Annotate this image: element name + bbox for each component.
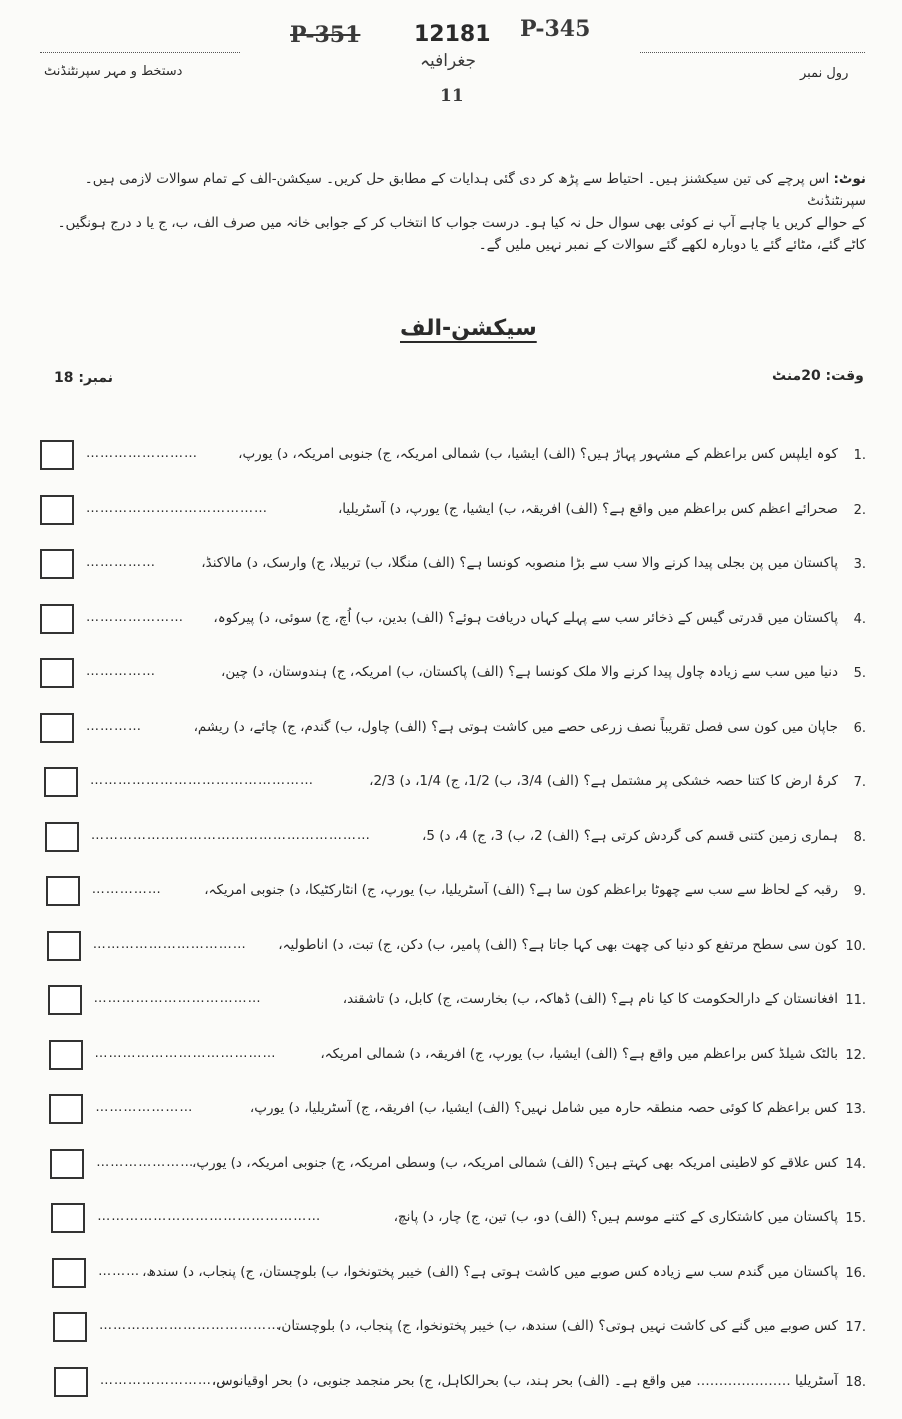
question-number: 12. xyxy=(845,1048,866,1063)
question-text: کس صوبے میں گنے کی کاشت نہیں ہوتی؟ (الف) سندھ، ب) خیبر پختونخوا، ج) پنجاب، د) بلوچستان، xyxy=(277,1318,838,1334)
question-text: رقبہ کے لحاظ سے سب سے چھوٹا براعظم کون سا ہے؟ (الف) آسٹریلیا، ب) یورپ، ج) انٹارکٹیکا، د) جنوبی امریکہ، xyxy=(204,882,838,898)
question-row xyxy=(40,1312,866,1346)
answer-dots: ……………………………… xyxy=(93,991,262,1006)
answer-box[interactable] xyxy=(40,440,74,470)
question-row xyxy=(40,931,866,965)
answer-dots: ………………………………… xyxy=(94,1046,277,1061)
question-row xyxy=(40,495,866,529)
question-text: پاکستان میں کاشتکاری کے کتنے موسم ہیں؟ (الف) دو، ب) تین، ج) چار، د) پانچ، xyxy=(393,1209,838,1225)
question-text: ہماری زمین کتنی قسم کی گردش کرتی ہے؟ (الف) 2، ب) 3، ج) 4، د) 5، xyxy=(421,828,838,844)
question-text: کس براعظم کا کوئی حصہ منطقہ حارہ میں شامل نہیں؟ (الف) ایشیا، ب) افریقہ، ج) آسٹریلیا، د) یورپ، xyxy=(249,1100,838,1116)
question-text: کوہ ایلپس کس براعظم کے مشہور پہاڑ ہیں؟ (الف) ایشیا، ب) شمالی امریکہ، ج) جنوبی امریکہ، د) یورپ، xyxy=(238,446,838,462)
answer-box[interactable] xyxy=(46,876,80,906)
answer-dots: ………………… xyxy=(95,1100,194,1115)
answer-box[interactable] xyxy=(40,549,74,579)
paper-code-center: 12181 xyxy=(414,22,491,47)
note-line-1: اس پرچے کی تین سیکشنز ہیں۔ احتیاط سے پڑھ کر دی گئی ہدایات کے مطابق حل کریں۔ سیکشن-الف کے تمام سوالات لازمی ہیں۔ سپرنٹنڈنٹ xyxy=(84,171,866,209)
answer-dots: …………… xyxy=(86,664,156,679)
roll-number-label: رول نمبر xyxy=(800,66,849,81)
answer-dots: ………………………………… xyxy=(86,501,268,516)
question-row xyxy=(40,713,866,747)
question-row xyxy=(40,658,866,692)
question-text: بالٹک شیلڈ کس براعظم میں واقع ہے؟ (الف) ایشیا، ب) یورپ، ج) افریقہ، د) شمالی امریکہ، xyxy=(320,1046,838,1062)
answer-dots: …………………… xyxy=(86,446,198,461)
answer-dots: ………………………………………… xyxy=(97,1209,322,1224)
answer-box[interactable] xyxy=(40,604,74,634)
marks-label: نمبر: 18 xyxy=(54,370,114,386)
question-number: 8. xyxy=(853,830,866,845)
answer-box[interactable] xyxy=(47,931,81,961)
time-label: وقت: 20منٹ xyxy=(772,368,864,384)
question-row xyxy=(40,1040,866,1074)
question-number: 13. xyxy=(845,1102,866,1117)
answer-dots: ………………………………… xyxy=(99,1318,281,1333)
question-row xyxy=(40,1258,866,1292)
note-line-2: کے حوالے کریں یا چاہے آپ نے کوئی بھی سوال حل نہ کیا ہو۔ درست جواب کا انتخاب کر کے جوابی خانہ میں صرف الف، ب، ج یا د درج ہونگیں۔ xyxy=(57,215,866,231)
answer-dots: ……………………… xyxy=(99,1373,226,1388)
question-text: پاکستان میں قدرتی گیس کے ذخائر سب سے پہلے کہاں دریافت ہوئے؟ (الف) بدین، ب) اُچ، ج) سوئی، د) پیرکوہ، xyxy=(213,610,838,626)
question-row xyxy=(40,1367,866,1401)
answer-dots: …………… xyxy=(91,882,162,897)
question-number: 7. xyxy=(853,775,866,790)
question-text: کون سی سطح مرتفع کو دنیا کی چھت بھی کہا جاتا ہے؟ (الف) پامیر، ب) دکن، ج) تبت، د) اناطولیہ، xyxy=(278,937,838,953)
question-number: 18. xyxy=(845,1375,866,1390)
question-number: 17. xyxy=(845,1320,866,1335)
question-number: 9. xyxy=(853,884,866,899)
question-number: 10. xyxy=(845,939,866,954)
question-number: 15. xyxy=(845,1211,866,1226)
question-number: 1. xyxy=(853,448,866,463)
header-line-left xyxy=(40,52,240,53)
section-title: سیکشن-الف xyxy=(400,316,537,341)
question-row xyxy=(40,1149,866,1183)
question-row xyxy=(40,876,866,910)
answer-box[interactable] xyxy=(53,1312,87,1342)
answer-box[interactable] xyxy=(50,1149,84,1179)
question-text: پاکستان میں گندم سب سے زیادہ کس صوبے میں کاشت ہوتی ہے؟ (الف) خیبر پختونخوا، ب) بلوچستان، ج) پنجاب، د) سندھ، xyxy=(142,1264,838,1280)
question-text: دنیا میں سب سے زیادہ چاول پیدا کرنے والا ملک کونسا ہے؟ (الف) پاکستان، ب) امریکہ، ج) ہندوستان، د) چین، xyxy=(221,664,838,680)
question-row xyxy=(40,985,866,1019)
note-line-3: کاٹے گئے، مٹائے گئے یا دوبارہ لکھے گئے سوالات کے نمبر نہیں ملیں گے۔ xyxy=(478,237,866,253)
answer-dots: ………………… xyxy=(96,1155,195,1170)
answer-dots: ……… xyxy=(98,1264,141,1279)
answer-dots: …………………………… xyxy=(92,937,247,952)
question-text: افغانستان کے دارالحکومت کا کیا نام ہے؟ (الف) ڈھاکہ، ب) بخارست، ج) کابل، د) تاشقند، xyxy=(342,991,838,1007)
paper-code-right: P-345 xyxy=(520,16,591,42)
paper-code-left: P-351 xyxy=(290,22,361,48)
question-row xyxy=(40,822,866,856)
instructions-note xyxy=(40,168,866,256)
question-number: 2. xyxy=(853,503,866,518)
question-row xyxy=(40,549,866,583)
question-text: کرۂ ارض کا کتنا حصہ خشکی پر مشتمل ہے؟ (الف) 3/4، ب) 1/2، ج) 1/4، د) 2/3، xyxy=(369,773,838,789)
answer-dots: …………………………………………………… xyxy=(90,828,371,843)
answer-dots: ………… xyxy=(86,719,142,734)
header-line-right xyxy=(640,52,865,53)
answer-box[interactable] xyxy=(49,1094,83,1124)
question-text: جاپان میں کون سی فصل تقریباً نصف زرعی حصے میں کاشت ہوتی ہے؟ (الف) چاول، ب) گندم، ج) چائے، د) ریشم، xyxy=(193,719,838,735)
answer-box[interactable] xyxy=(48,985,82,1015)
subject-subcode: 11 xyxy=(440,86,464,106)
question-row xyxy=(40,1094,866,1128)
question-number: 11. xyxy=(845,993,866,1008)
question-row xyxy=(40,604,866,638)
note-label: نوٹ: xyxy=(833,171,866,187)
question-number: 14. xyxy=(845,1157,866,1172)
answer-box[interactable] xyxy=(52,1258,86,1288)
answer-box[interactable] xyxy=(40,495,74,525)
answer-dots: ………………… xyxy=(86,610,184,625)
question-number: 6. xyxy=(853,721,866,736)
answer-box[interactable] xyxy=(45,822,79,852)
answer-dots: ………………………………………… xyxy=(90,773,314,788)
answer-box[interactable] xyxy=(54,1367,88,1397)
answer-box[interactable] xyxy=(40,713,74,743)
question-text: صحرائے اعظم کس براعظم میں واقع ہے؟ (الف) افریقہ، ب) ایشیا، ج) یورپ، د) آسٹریلیا، xyxy=(337,501,838,517)
question-text: پاکستان میں پن بجلی پیدا کرنے والا سب سے بڑا منصوبہ کونسا ہے؟ (الف) منگلا، ب) تربیلا، ج) وارسک، د) مالاکنڈ، xyxy=(201,555,838,571)
question-number: 16. xyxy=(845,1266,866,1281)
subject-title: جغرافیہ xyxy=(420,51,477,71)
answer-box[interactable] xyxy=(51,1203,85,1233)
answer-box[interactable] xyxy=(40,658,74,688)
question-text: آسٹریلیا ………………… میں واقع ہے۔ (الف) بحر ہند، ب) بحرالکاہل، ج) بحر منجمد جنوبی، د) بحر اوقیانوس، xyxy=(211,1373,838,1389)
answer-box[interactable] xyxy=(44,767,78,797)
question-number: 4. xyxy=(853,612,866,627)
question-row xyxy=(40,1203,866,1237)
question-number: 5. xyxy=(853,666,866,681)
superintendent-signature-label: دستخط و مہر سپرنٹنڈنٹ xyxy=(44,64,183,79)
answer-box[interactable] xyxy=(49,1040,83,1070)
question-row xyxy=(40,767,866,801)
question-text: کس علاقے کو لاطینی امریکہ بھی کہتے ہیں؟ (الف) شمالی امریکہ، ب) وسطی امریکہ، ج) جنوبی امریکہ، د) یورپ، xyxy=(192,1155,838,1171)
question-row xyxy=(40,440,866,474)
question-number: 3. xyxy=(853,557,866,572)
answer-dots: …………… xyxy=(86,555,156,570)
